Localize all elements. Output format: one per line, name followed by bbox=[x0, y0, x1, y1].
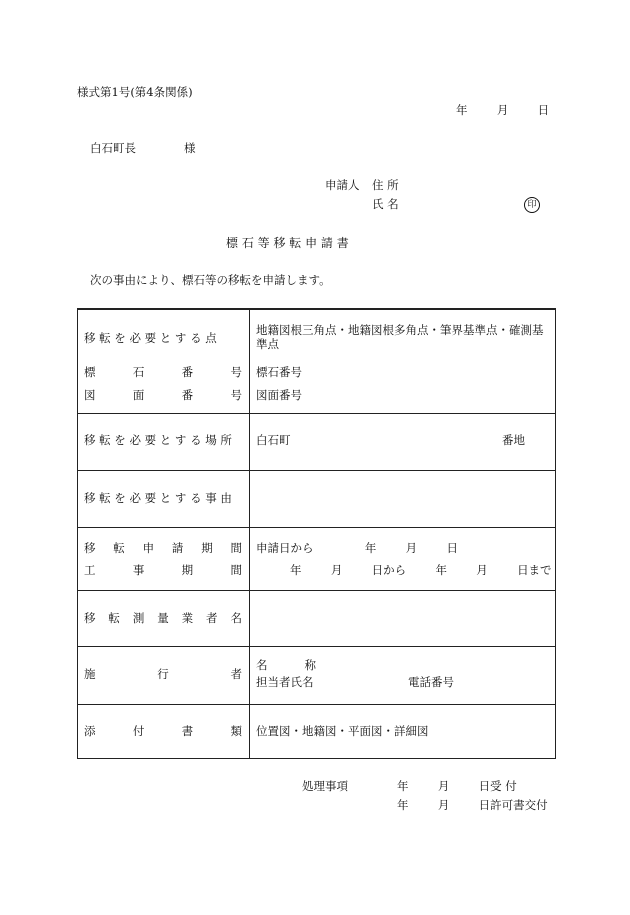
place-town: 白石町 bbox=[256, 433, 291, 447]
work-year-2: 年 bbox=[435, 563, 447, 577]
date-year: 年 bbox=[456, 103, 468, 117]
application-period-value bbox=[256, 542, 550, 556]
form-number: 様式第1号(第4条関係) bbox=[77, 85, 193, 99]
row-surveyor bbox=[78, 590, 555, 647]
received-month: 月 bbox=[437, 779, 450, 793]
intro-text: 次の事由により、標石等の移転を申請します。 bbox=[90, 273, 331, 287]
row-contractor bbox=[78, 646, 555, 705]
application-table bbox=[77, 308, 556, 759]
seal-mark bbox=[524, 197, 540, 213]
attachments-label: 添 付 書 類 bbox=[84, 724, 242, 738]
surveyor-label: 移 転 測 量 業 者 名 bbox=[84, 611, 242, 625]
addressee-honorific: 様 bbox=[184, 141, 196, 155]
row-place bbox=[78, 413, 555, 471]
processing-label: 処理事項 bbox=[302, 779, 348, 793]
contractor-phone-label: 電話番号 bbox=[408, 675, 454, 689]
work-from: 日から bbox=[371, 563, 407, 577]
contractor-person-label: 担当者氏名 bbox=[256, 675, 314, 689]
received-text: 日受 付 bbox=[478, 779, 517, 793]
stone-number-label: 標 石 番 号 bbox=[84, 365, 242, 379]
issued-text: 日許可書交付 bbox=[478, 798, 548, 812]
contractor-label: 施 行 者 bbox=[84, 667, 242, 681]
applicant-name-label: 氏 名 bbox=[372, 197, 399, 211]
attachments-value: 位置図・地籍図・平面図・詳細図 bbox=[256, 724, 429, 738]
row-point bbox=[78, 309, 555, 414]
contractor-name-label: 名 称 bbox=[256, 658, 316, 672]
point-label: 移 転 を 必 要 と す る 点 bbox=[84, 331, 217, 345]
processing-issued-line bbox=[397, 799, 548, 813]
issued-year: 年 bbox=[397, 798, 409, 812]
work-month-2: 月 bbox=[476, 563, 488, 577]
row-attachments bbox=[78, 704, 555, 761]
work-year-1: 年 bbox=[290, 563, 302, 577]
map-number-value: 図面番号 bbox=[256, 388, 302, 402]
addressee-mayor: 白石町長 bbox=[90, 141, 136, 155]
processing-received-line bbox=[397, 780, 517, 794]
work-month-1: 月 bbox=[330, 563, 343, 577]
point-value: 地籍図根三角点・地籍図根多角点・筆界基準点・確測基準点 bbox=[256, 323, 544, 351]
period-month: 月 bbox=[405, 541, 418, 555]
received-year: 年 bbox=[397, 779, 409, 793]
seal-icon: 印 bbox=[524, 197, 540, 213]
place-lot: 番地 bbox=[502, 433, 525, 447]
period-year: 年 bbox=[364, 541, 377, 555]
date-day: 日 bbox=[537, 103, 550, 117]
application-period-label: 移 転 申 請 期 間 bbox=[84, 541, 242, 555]
period-day: 日 bbox=[446, 541, 458, 555]
row-period bbox=[78, 527, 555, 591]
applicant-role: 申請人 bbox=[325, 178, 360, 192]
issued-month: 月 bbox=[437, 798, 450, 812]
map-number-label: 図 面 番 号 bbox=[84, 388, 242, 402]
work-to: 日まで bbox=[517, 563, 552, 577]
place-label: 移 転 を 必 要 と す る 場 所 bbox=[84, 433, 232, 447]
date-line bbox=[456, 104, 549, 118]
row-reason bbox=[78, 470, 555, 528]
work-period-value bbox=[290, 564, 552, 578]
date-month: 月 bbox=[496, 103, 509, 117]
applicant-address-label: 住 所 bbox=[372, 178, 399, 192]
document-title: 標 石 等 移 転 申 請 書 bbox=[226, 236, 349, 250]
work-period-label: 工 事 期 間 bbox=[84, 563, 242, 577]
stone-number-value: 標石番号 bbox=[256, 365, 302, 379]
period-from: 申請日から bbox=[256, 541, 314, 555]
reason-label: 移 転 を 必 要 と す る 事 由 bbox=[84, 491, 232, 505]
